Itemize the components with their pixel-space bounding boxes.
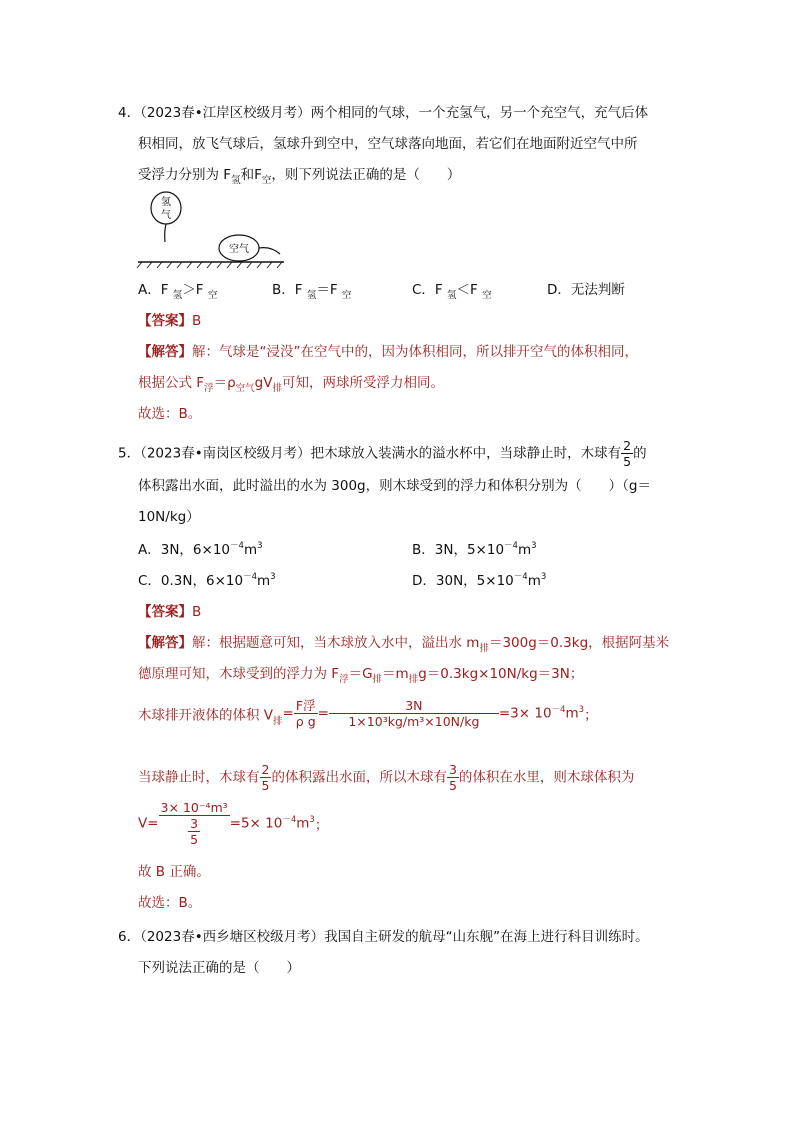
q4-option-d: D．无法判断	[547, 282, 625, 298]
q4-line-1: 4．（2023春•江岸区校级月考）两个相同的气球，一个充氢气，另一个充空气，充气后体	[118, 105, 649, 121]
q5-solution-1: 【解答】解：根据题意可知，当木球放入水中，溢出水 $m_排=300g=0.3kg$，根据阿基米	[138, 635, 670, 654]
balloon-hydrogen-label-1: 氢	[161, 197, 171, 208]
q5-total-volume-equation: V= $\frac{\text{3× 10⁻⁴m³}}{\frac{3}{5}}$ $=5\times 10^{-4}m^3$；	[138, 800, 329, 847]
fraction-buoyancy-over-rho-g: $\frac{\text{F浮}}{\text{ρ g}}$	[295, 698, 316, 729]
q4-answer: 【答案】B	[138, 313, 202, 329]
q4-choose: 故选：B。	[138, 406, 202, 422]
question-source: （2023春•江岸区校级月考）	[140, 105, 311, 121]
q5-conclusion: 故 B 正确。	[138, 864, 210, 880]
q5-solution-2: 德原理可知，木球受到的浮力为 $F_浮=G_排=m_排g=0.3kg\times 10N/kg=3N$；	[138, 666, 584, 685]
q5-line-2: 体积露出水面，此时溢出的水为 300g，则木球受到的浮力和体积分别为（ ）（g＝	[138, 478, 651, 494]
question-number: 4．	[118, 105, 141, 121]
q5-solution-volume-text: 当球静止时，木球有 $\frac{2}{5}$ 的体积露出水面，所以木球有 $\frac{3}{5}$ 的体积在水里，则木球体积为	[138, 762, 635, 793]
q6-line-2: 下列说法正确的是（ ）	[138, 960, 300, 976]
question-number: 6．	[118, 929, 141, 945]
q5-option-a: A．3N，$6\times 10^{-4}m^3$	[138, 541, 263, 558]
q4-option-a: A．F $_氢$＞F $_空$	[138, 282, 218, 301]
question-source: （2023春•南岗区校级月考）	[140, 445, 311, 462]
q4-solution-1: 【解答】解：气球是“浸没”在空气中的，因为体积相同，所以排开空气的体积相同，	[138, 344, 638, 360]
q4-line-3: 受浮力分别为 $F_氢$和$F_空$，则下列说法正确的是（ ）	[138, 167, 461, 186]
q5-option-c: C．0.3N，$6\times 10^{-4}m^3$	[138, 572, 276, 589]
balloon-air-label: 空气	[229, 244, 249, 255]
fraction-3n-over-density: $\frac{3N}{\text{1×10³kg/m³×10N/kg}}$	[329, 698, 499, 729]
q5-line-1: 5．（2023春•南岗区校级月考）把木球放入装满水的溢水杯中，当球静止时，木球有 $\frac{2}{5}$ 的	[118, 438, 647, 469]
question-source: （2023春•西乡塘区校级月考）	[140, 929, 325, 945]
balloon-hydrogen-label-2: 气	[161, 210, 171, 221]
q5-line-3: 10N/kg）	[138, 509, 200, 525]
q4-option-b: B．F $_氢$＝F $_空$	[272, 282, 352, 301]
q4-option-c: C．F $_氢$＜F $_空$	[412, 282, 492, 301]
fraction-volume-over-three-fifths: $\frac{\text{3× 10⁻⁴m³}}{\frac{3}{5}}$	[160, 800, 228, 847]
balloon-figure	[136, 190, 296, 270]
q5-option-d: D．30N，$5\times 10^{-4}m^3$	[412, 572, 547, 589]
fraction-three-fifths: $\frac{3}{5}$	[448, 762, 457, 793]
question-number: 5．	[118, 445, 141, 462]
fraction-two-fifths: $\frac{2}{5}$	[623, 438, 632, 469]
q5-answer: 【答案】B	[138, 604, 202, 620]
q4-solution-2: 根据公式 $F_浮=\rho_{空气}gV_排$可知，两球所受浮力相同。	[138, 375, 444, 394]
q5-volume-equation: 木球排开液体的体积 $V_排=$ $\frac{\text{F浮}}{\text{ρ g}}$ = $\frac{3N}{\text{1×10³kg/m³×10N/kg}}$ $=3\times 10^{-4}m^3$；	[138, 698, 598, 729]
q4-line-2: 积相同，放飞气球后，氢球升到空中，空气球落向地面，若它们在地面附近空气中所	[138, 136, 638, 152]
fraction-two-fifths: $\frac{2}{5}$	[261, 762, 270, 793]
q6-line-1: 6．（2023春•西乡塘区校级月考）我国自主研发的航母“山东舰”在海上进行科目训练时。	[118, 929, 649, 945]
q5-option-b: B．3N，$5\times 10^{-4}m^3$	[412, 541, 537, 558]
q5-choose: 故选：B。	[138, 895, 202, 911]
